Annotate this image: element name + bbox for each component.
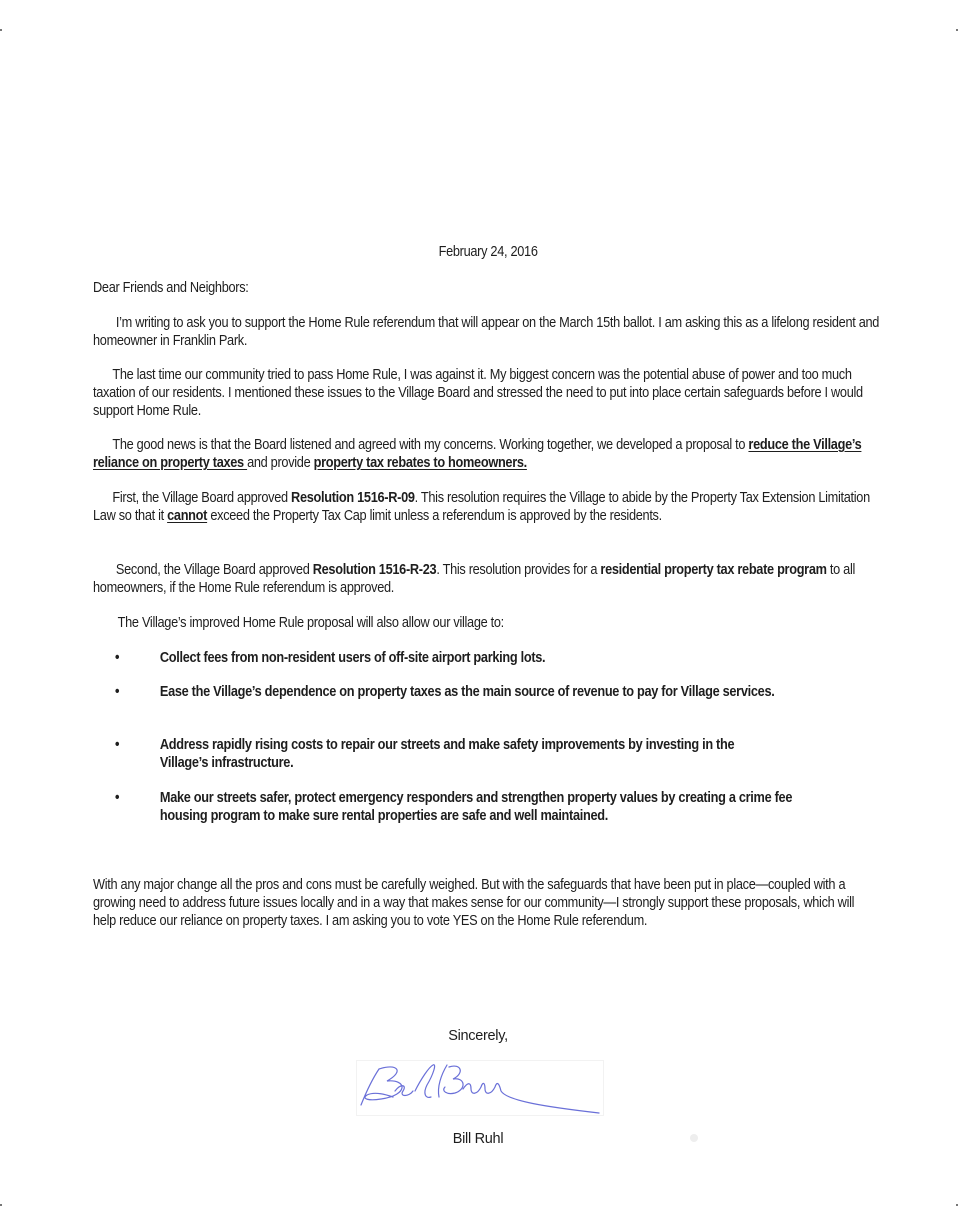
emphasis-reduce-reliance: reduce the Village’s reliance on property taxes (93, 437, 862, 471)
scan-artifact (690, 1134, 698, 1142)
paragraph-resolution-09 (93, 489, 883, 525)
paragraph-good-news (93, 436, 883, 472)
list-item-text: Ease the Village’s dependence on property taxes as the main source of revenue to pay for Village services. (159, 684, 775, 700)
signature-image (356, 1060, 604, 1116)
salutation: Dear Friends and Neighbors: (93, 280, 249, 296)
resolution-1516-r-23: Resolution 1516-R-23 (312, 562, 437, 578)
p4-text-1: First, the Village Board approved (112, 490, 292, 506)
emphasis-cannot: cannot (167, 508, 208, 524)
page-corner-mark (0, 1204, 2, 1206)
list-item (93, 683, 793, 701)
signoff: Sincerely, (448, 1028, 508, 1044)
signature-icon (357, 1061, 603, 1115)
p4-text-3: exceed the Property Tax Cap limit unless a referendum is approved by the residents. (207, 508, 662, 524)
list-item-text: Make our streets safer, protect emergency responders and strengthen property values by creating a crime fee housing program to make sure rental properties are safe and well maintained. (159, 790, 793, 824)
proposal-list-2 (93, 683, 883, 701)
list-item (93, 649, 829, 667)
proposal-list-3 (93, 736, 883, 772)
list-item-text: Address rapidly rising costs to repair our streets and make safety improvements by investing in the Village’s infrastructure. (159, 737, 735, 771)
p5-text-1: Second, the Village Board approved (115, 562, 313, 578)
p4-text-2: . This resolution requires the Village to abide by the Property Tax Extension Limitation Law so that it (93, 490, 870, 524)
list-item (93, 736, 758, 772)
list-intro: The Village’s improved Home Rule proposal will also allow our village to: (117, 615, 504, 631)
letter-date: February 24, 2016 (438, 244, 538, 260)
p5-text-2: . This resolution provides for a (436, 562, 601, 578)
paragraph-resolution-23 (93, 561, 883, 597)
signer-name: Bill Ruhl (452, 1131, 504, 1147)
paragraph-history: The last time our community tried to pass Home Rule, I was against it. My biggest concern was the potential abuse of power and too much taxation of our residents. I mentioned these issues to the Village Board and stressed the need to put into place certain safeguards before I would support Home Rule. (93, 367, 863, 419)
emphasis-rebate-program: residential property tax rebate program (600, 562, 827, 578)
bullet-icon: • (115, 790, 120, 806)
list-item (93, 789, 811, 825)
closing-paragraph: With any major change all the pros and cons must be carefully weighed. But with the safeguards that have been put in place—coupled with a growing need to address future issues locally and in a way that makes sense for our community—I strongly support these proposals, which will help reduce our reliance on property taxes. I am asking you to vote YES on the Home Rule referendum. (93, 877, 855, 929)
bullet-icon: • (115, 684, 120, 700)
proposal-list-4 (93, 789, 883, 825)
bullet-icon: • (115, 737, 120, 753)
p5-text-3: to all homeowners, if the Home Rule referendum is approved. (93, 562, 856, 596)
emphasis-tax-rebates: property tax rebates to homeowners. (313, 455, 527, 471)
paragraph-intro: I’m writing to ask you to support the Home Rule referendum that will appear on the March 15th ballot. I am asking this as a lifelong resident and homeowner in Franklin Park. (93, 315, 880, 349)
page-corner-mark (0, 29, 2, 31)
proposal-list (93, 649, 883, 667)
list-item-text: Collect fees from non-resident users of off-site airport parking lots. (159, 650, 546, 666)
resolution-1516-r-09: Resolution 1516-R-09 (291, 490, 415, 506)
p3-text-2: and provide (247, 455, 314, 471)
p3-text-1: The good news is that the Board listened and agreed with my concerns. Working together, we developed a proposal to (112, 437, 749, 453)
bullet-icon: • (115, 650, 120, 666)
